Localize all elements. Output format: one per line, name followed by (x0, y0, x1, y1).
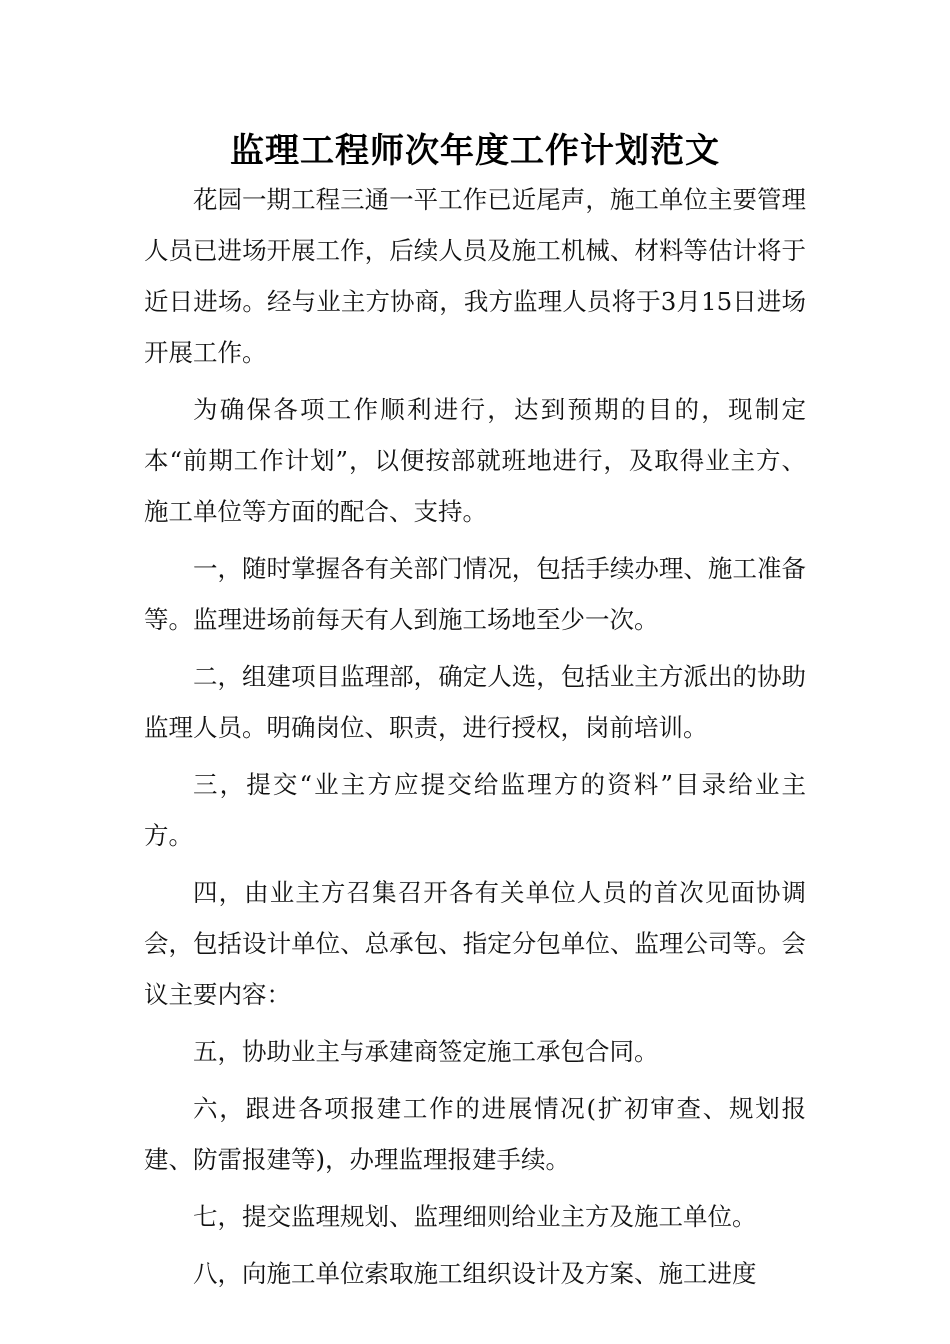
paragraph-item-5: 五，协助业主与承建商签定施工承包合同。 (193, 1037, 659, 1066)
paragraph-intro: 花园一期工程三通一平工作已近尾声，施工单位主要管理人员已进场开展工作，后续人员及施工机械、材料等估计将于近日进场。经与业主方协商，我方监理人员将于3月15日进场开展工作。 (144, 185, 806, 367)
paragraph-item-7: 七，提交监理规划、监理细则给业主方及施工单位。 (193, 1202, 757, 1231)
paragraph-item-3: 三，提交“业主方应提交给监理方的资料”目录给业主方。 (144, 770, 806, 850)
paragraph-item-6: 六，跟进各项报建工作的进展情况(扩初审查、规划报建、防雷报建等)，办理监理报建手续。 (144, 1094, 806, 1174)
paragraph-purpose: 为确保各项工作顺利进行，达到预期的目的，现制定本“前期工作计划”，以便按部就班地进行，及取得业主方、施工单位等方面的配合、支持。 (144, 395, 806, 526)
document-body (144, 174, 806, 1305)
paragraph-item-8: 八，向施工单位索取施工组织设计及方案、施工进度 (193, 1259, 757, 1288)
paragraph-item-2: 二，组建项目监理部，确定人选，包括业主方派出的协助监理人员。明确岗位、职责，进行授权，岗前培训。 (144, 662, 806, 742)
document-title: 监理工程师次年度工作计划范文 (230, 131, 720, 171)
paragraph-item-4: 四，由业主方召集召开各有关单位人员的首次见面协调会，包括设计单位、总承包、指定分包单位、监理公司等。会议主要内容： (144, 878, 806, 1009)
paragraph-item-1: 一，随时掌握各有关部门情况，包括手续办理、施工准备等。监理进场前每天有人到施工场地至少一次。 (144, 554, 806, 634)
